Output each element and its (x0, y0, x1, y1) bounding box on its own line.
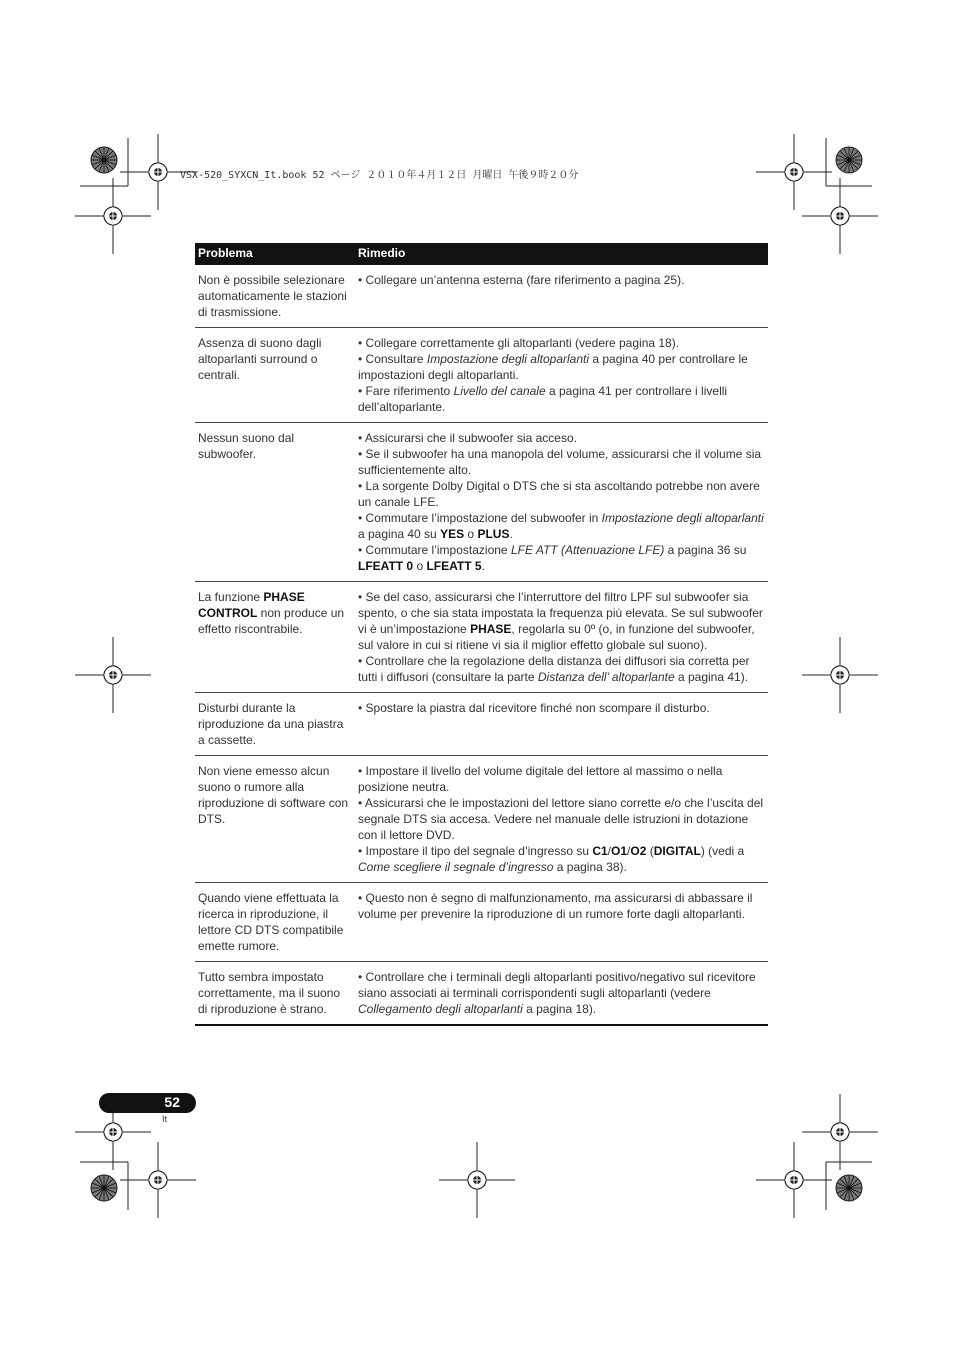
table-row (195, 693, 768, 756)
setting-value: O2 (630, 844, 647, 858)
remedy-text: ) (vedi a (700, 844, 745, 858)
setting-value: YES (440, 527, 465, 541)
remedy-text: / (607, 844, 612, 858)
problem-cell: Non è possibile selezionare automaticamente le stazioni di trasmissione. (195, 265, 355, 328)
remedy-item: • Assicurarsi che il subwoofer sia acceso. (358, 431, 577, 445)
page-number: 52 (164, 1094, 180, 1110)
table-row (195, 756, 768, 883)
remedy-text: • Consultare (358, 352, 427, 366)
remedy-text: a pagina 40 per controllare le impostazioni degli altoparlanti. (358, 352, 748, 382)
remedy-text: a pagina 36 su (664, 543, 747, 557)
table-row (195, 265, 768, 328)
setting-value: PHASE (470, 622, 512, 636)
setting-value: O1 (611, 844, 628, 858)
problem-cell: Non viene emesso alcun suono o rumore alla riproduzione di software con DTS. (195, 756, 355, 883)
problem-cell (195, 582, 355, 693)
table-header-row (195, 243, 768, 265)
reference-title: Distanza dell’ altoparlante (537, 670, 675, 684)
remedy-text: a pagina 38). (553, 860, 627, 874)
remedy-text: a pagina 41 per controllare i livelli dell’altoparlante. (358, 384, 728, 414)
table-row (195, 962, 768, 1026)
setting-value: DIGITAL (653, 844, 701, 858)
remedy-item (358, 843, 765, 875)
remedy-item (358, 589, 765, 653)
reference-title: LFE ATT (Attenuazione LFE) (510, 543, 665, 557)
problem-text: La funzione (198, 590, 264, 604)
remedy-item: • Assicurarsi che le impostazioni del lettore siano corrette e/o che l’uscita del segnale DTS sia accesa. Vedere nel manuale delle istruzioni in dotazione con il lettore DVD. (358, 796, 764, 842)
problem-cell: Disturbi durante la riproduzione da una piastra a cassette. (195, 693, 355, 756)
remedy-item: • Collegare correttamente gli altoparlanti (vedere pagina 18). (358, 336, 680, 350)
remedy-text: / (627, 844, 631, 858)
remedy-text: o (464, 527, 478, 541)
remedy-text: . (481, 559, 485, 573)
table-row (195, 883, 768, 962)
remedy-text: a pagina 18). (522, 1002, 597, 1016)
remedy-item (358, 510, 765, 542)
language-code: It (162, 1114, 168, 1124)
remedy-item: • La sorgente Dolby Digital o DTS che si sta ascoltando potrebbe non avere un canale LFE. (358, 479, 760, 509)
remedy-text: • Commutare l’impostazione (358, 543, 511, 557)
remedy-text: a pagina 40 su (358, 527, 441, 541)
remedy-text: o (413, 559, 427, 573)
remedy-text: • Fare riferimento (358, 384, 454, 398)
remedy-item (358, 542, 765, 574)
problem-cell: Nessun suono dal subwoofer. (195, 423, 355, 582)
print-header: VSX-520_SYXCN_It.book 52 ページ ２０１０年４月１２日 月曜日 午後９時２０分 (180, 170, 579, 181)
table-row (195, 423, 768, 582)
remedy-cell (355, 328, 768, 423)
remedy-item: • Questo non è segno di malfunzionamento, ma assicurarsi di abbassare il volume per prevenire la riproduzione di un rumore forte dagli altoparlanti. (358, 891, 753, 921)
problem-cell: Assenza di suono dagli altoparlanti surround o centrali. (195, 328, 355, 423)
setting-value: PLUS (477, 527, 510, 541)
remedy-item: • Impostare il livello del volume digitale del lettore al massimo o nella posizione neutra. (358, 764, 723, 794)
setting-value: C1 (592, 844, 608, 858)
setting-value: LFEATT 5 (426, 559, 482, 573)
remedy-cell (355, 883, 768, 962)
page-number-badge (99, 1093, 196, 1113)
remedy-item (358, 351, 765, 383)
remedy-item (358, 969, 765, 1017)
remedy-item: • Collegare un’antenna esterna (fare riferimento a pagina 25). (358, 273, 685, 287)
remedy-text: a pagina 41). (674, 670, 749, 684)
column-header-remedy: Rimedio (355, 243, 768, 265)
remedy-item (358, 653, 765, 685)
remedy-text: . (509, 527, 513, 541)
reference-title: Impostazione degli altoparlanti (601, 511, 764, 525)
problem-cell: Quando viene effettuata la ricerca in riproduzione, il lettore CD DTS compatibile emette rumore. (195, 883, 355, 962)
troubleshooting-table (195, 243, 768, 1026)
remedy-text: • Commutare l’impostazione del subwoofer in (358, 511, 602, 525)
reference-title: Collegamento degli altoparlanti (358, 1002, 523, 1016)
remedy-item (358, 383, 765, 415)
remedy-text: • Impostare il tipo del segnale d’ingresso su (358, 844, 593, 858)
problem-cell: Tutto sembra impostato correttamente, ma il suono di riproduzione è strano. (195, 962, 355, 1026)
column-header-problem: Problema (195, 243, 355, 265)
remedy-text: ( (646, 844, 654, 858)
remedy-cell (355, 265, 768, 328)
remedy-item: • Spostare la piastra dal ricevitore finché non scompare il disturbo. (358, 701, 710, 715)
remedy-item: • Se il subwoofer ha una manopola del volume, assicurarsi che il volume sia sufficientemente alto. (358, 447, 762, 477)
reference-title: Livello del canale (453, 384, 546, 398)
remedy-cell (355, 423, 768, 582)
setting-value: LFEATT 0 (358, 559, 414, 573)
reference-title: Come scegliere il segnale d’ingresso (358, 860, 554, 874)
remedy-cell (355, 962, 768, 1026)
remedy-cell (355, 756, 768, 883)
table-row (195, 328, 768, 423)
remedy-text: • Controllare che i terminali degli altoparlanti positivo/negativo sul ricevitore siano associati ai terminali corrispondenti sugli altoparlanti (vedere (358, 970, 756, 1000)
remedy-text: • Se del caso, assicurarsi che l’interruttore del filtro LPF sul subwoofer sia spento, o che sia stata impostata la frequenza più elevata. Se sul subwoofer vi è un’impostazione (358, 590, 763, 636)
remedy-cell (355, 582, 768, 693)
table-row (195, 582, 768, 693)
remedy-text: , regolarla su 0º (o, in funzione del subwoofer, sul valore in cui si ritiene vi sia il miglior effetto globale sul suono). (358, 622, 755, 652)
setting-value: PHASE CONTROL (198, 590, 305, 620)
problem-text: non produce un effetto riscontrabile. (198, 606, 345, 636)
remedy-cell (355, 693, 768, 756)
reference-title: Impostazione degli altoparlanti (426, 352, 590, 366)
remedy-text: • Controllare che la regolazione della distanza dei diffusori sia corretta per tutti i diffusori (consultare la parte (358, 654, 750, 684)
